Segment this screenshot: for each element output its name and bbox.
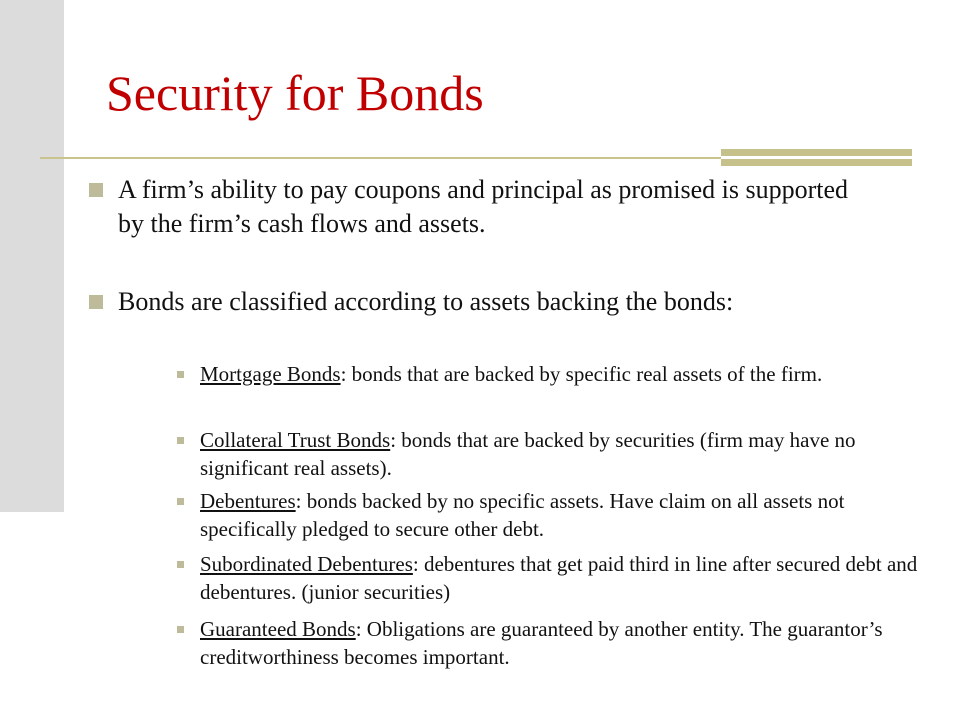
- term-description: : bonds backed by no specific assets. Have claim on all assets not specifically pledged to secure other debt.: [200, 489, 845, 541]
- square-bullet-icon: [177, 561, 184, 568]
- bullet-item: [118, 285, 858, 319]
- term-description: : bonds that are backed by specific real assets of the firm.: [340, 362, 823, 386]
- square-bullet-icon: [89, 295, 103, 309]
- square-bullet-icon: [177, 626, 184, 633]
- sub-bullet-item: [200, 615, 940, 671]
- term-label: Mortgage Bonds: [200, 362, 341, 386]
- square-bullet-icon: [177, 437, 184, 444]
- term-description: : bonds that are backed by securities (firm may have no significant real assets).: [200, 428, 856, 480]
- term-label: Debentures: [200, 489, 296, 513]
- bullet-text: A firm’s ability to pay coupons and principal as promised is supported by the firm’s cash flows and assets.: [118, 175, 849, 238]
- slide-title: Security for Bonds: [106, 65, 484, 121]
- term-label: Guaranteed Bonds: [200, 617, 356, 641]
- sub-bullet-item: [200, 550, 940, 606]
- sub-bullet-item: [200, 426, 940, 482]
- sub-bullet-item: [200, 487, 940, 543]
- square-bullet-icon: [177, 371, 184, 378]
- sub-bullet-item: [200, 360, 940, 388]
- term-label: Collateral Trust Bonds: [200, 428, 391, 452]
- term-description: : Obligations are guaranteed by another entity. The guarantor’s creditworthiness becomes important.: [200, 617, 883, 669]
- decorative-side-bar: [0, 0, 64, 512]
- term-description: : debentures that get paid third in line after secured debt and debentures. (junior securities): [200, 552, 918, 604]
- square-bullet-icon: [177, 498, 184, 505]
- title-divider-accent-gap: [721, 156, 912, 159]
- term-label: Subordinated Debentures: [200, 552, 413, 576]
- bullet-text: Bonds are classified according to assets backing the bonds:: [118, 287, 734, 316]
- square-bullet-icon: [89, 183, 103, 197]
- bullet-item: [118, 173, 858, 241]
